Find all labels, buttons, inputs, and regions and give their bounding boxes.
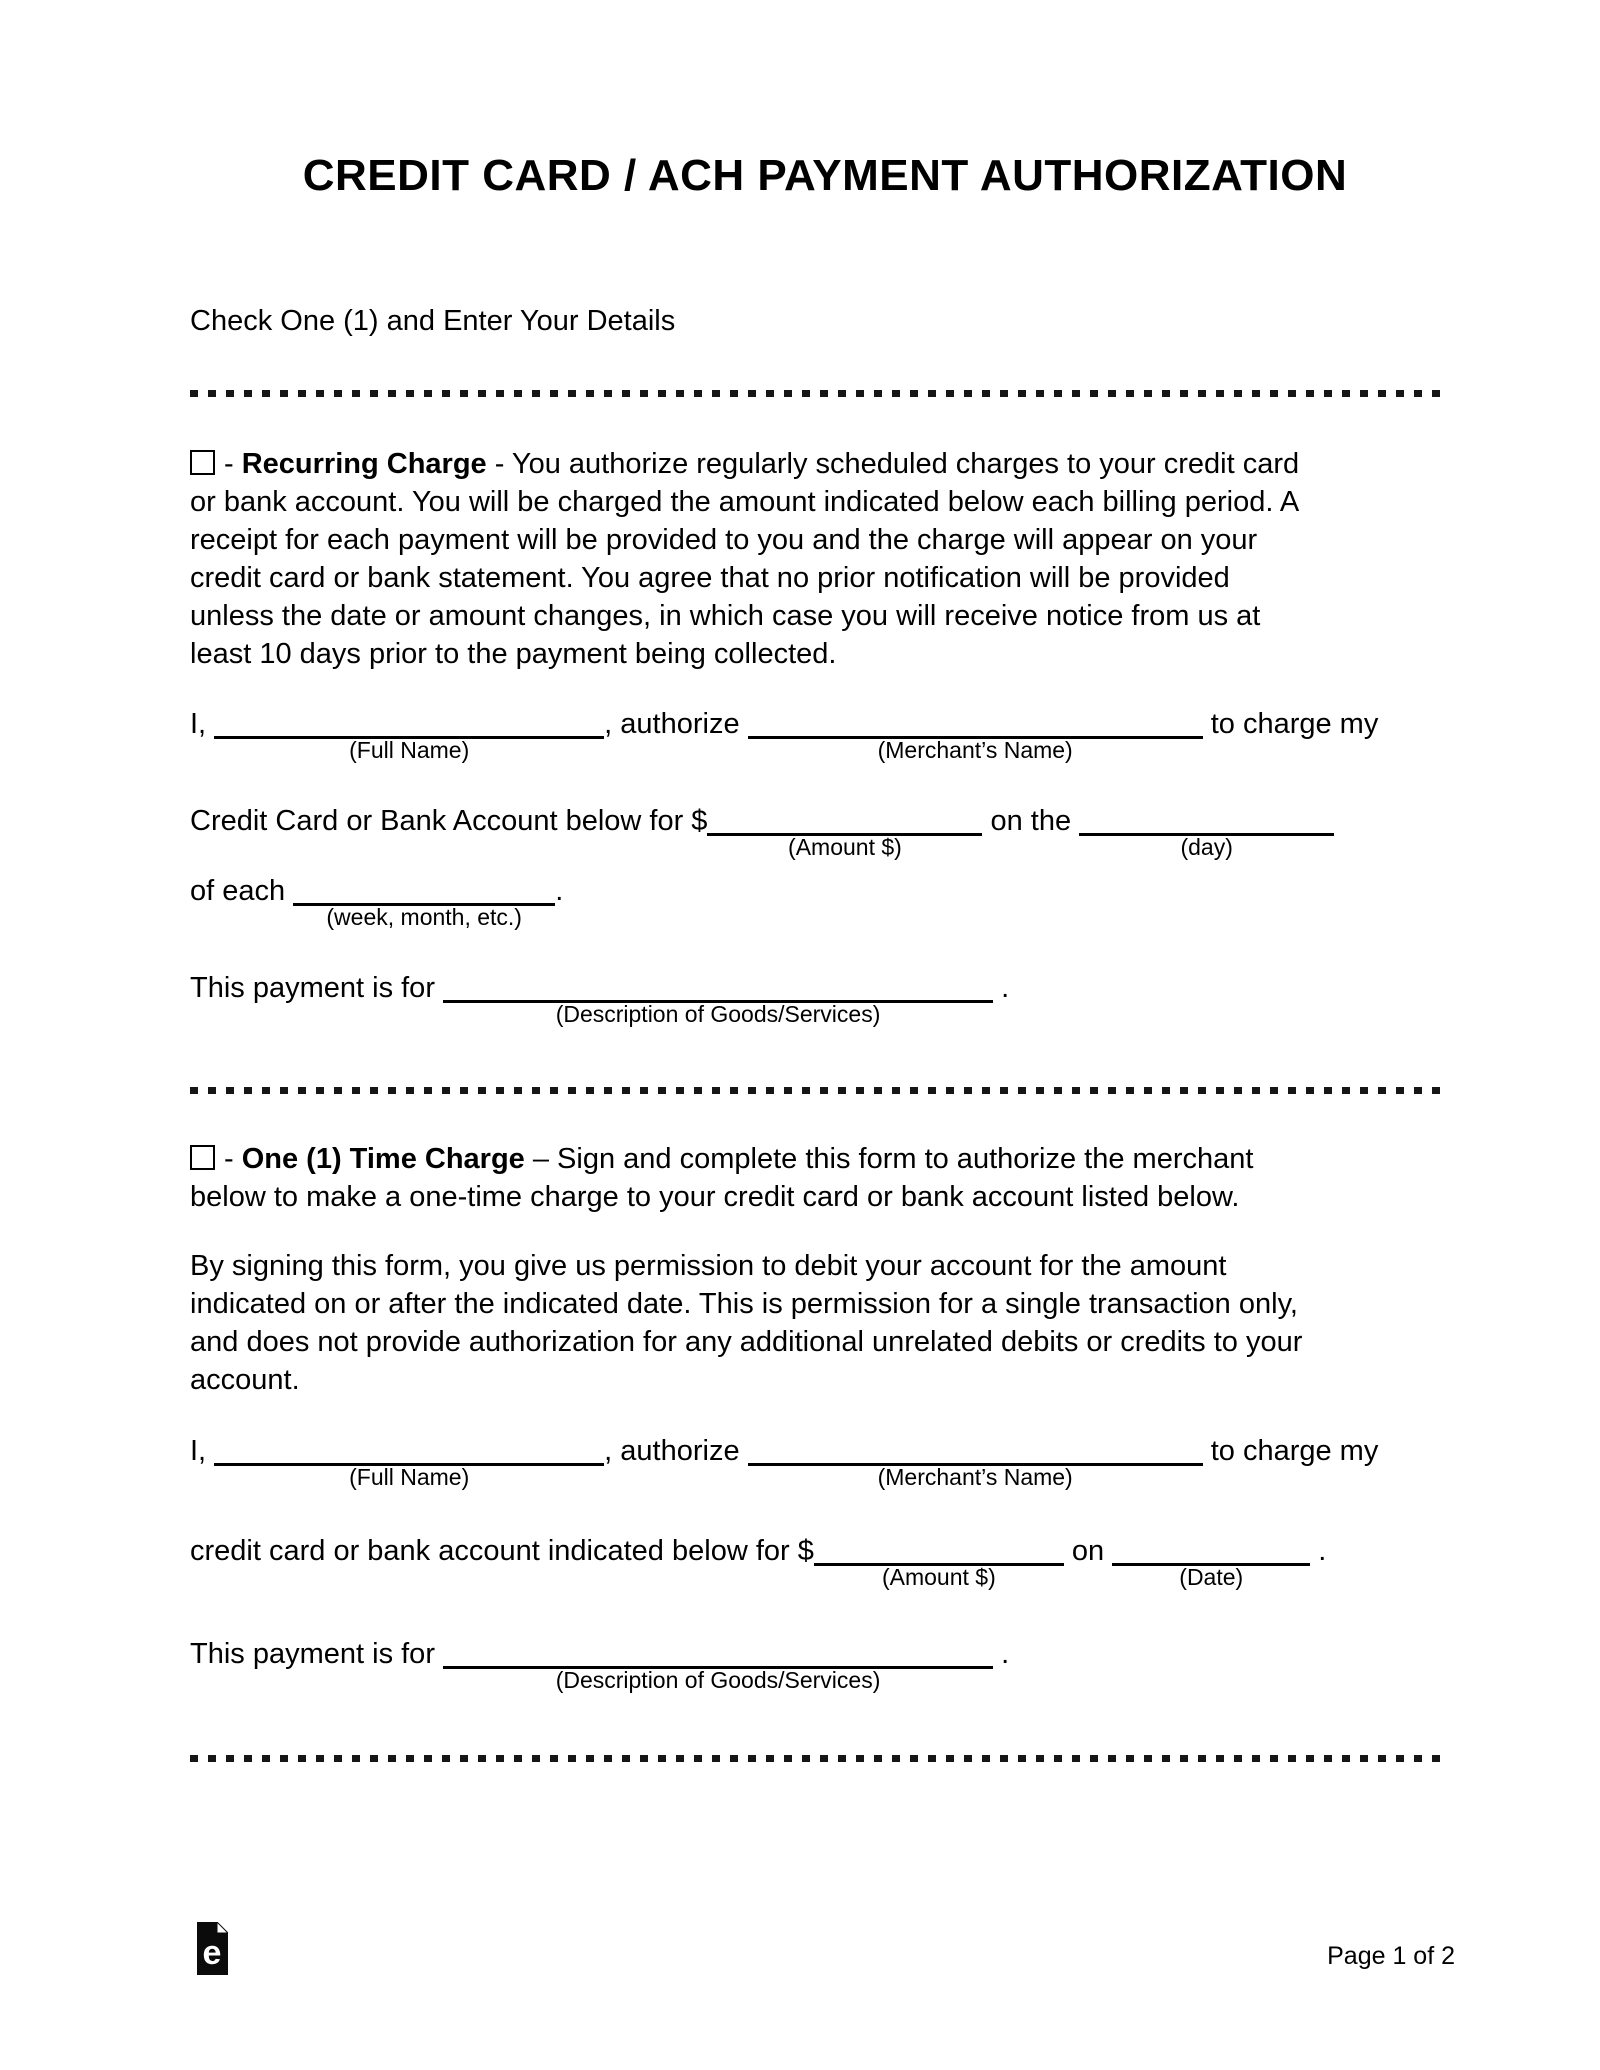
paragraph-line: credit card or bank statement. You agree that no prior notification will be provided (190, 562, 1230, 594)
paragraph-line (190, 1140, 1460, 1178)
text-segment: . (555, 875, 564, 907)
dash-text: - (224, 1143, 242, 1175)
one-time-date-field[interactable] (1112, 1533, 1310, 1590)
text-segment: on the (982, 805, 1080, 837)
document-content (190, 0, 1460, 1762)
recurring-amount-line (190, 802, 1460, 860)
text-segment: This payment is for (190, 1638, 444, 1670)
text-segment: , authorize (604, 1435, 748, 1467)
dashed-divider (190, 1755, 1443, 1762)
page-number-label: Page 1 of 2 (1327, 1942, 1455, 1970)
recurring-charge-checkbox-icon[interactable] (190, 450, 215, 475)
page-title: CREDIT CARD / ACH PAYMENT AUTHORIZATION (302, 151, 1348, 200)
recurring-merchant-name-field[interactable] (748, 706, 1203, 763)
paragraph-text: – Sign and complete this form to authorize the merchant (524, 1143, 1254, 1175)
one-time-full-name-field[interactable] (214, 1433, 604, 1490)
one-time-charge-checkbox-icon[interactable] (190, 1145, 215, 1170)
paragraph-line: account. (190, 1364, 300, 1396)
one-time-description-field[interactable] (443, 1636, 993, 1693)
logo-folded-corner (217, 1922, 228, 1933)
recurring-charge-heading: Recurring Charge (241, 448, 487, 480)
merchant-name-caption: (Merchant’s Name) (877, 737, 1073, 763)
one-time-amount-line (190, 1532, 1460, 1590)
recurring-payment-description-line (190, 969, 1460, 1027)
recurring-day-field[interactable] (1079, 803, 1334, 860)
text-segment: credit card or bank account indicated below for $ (190, 1535, 814, 1567)
paragraph-line: unless the date or amount changes, in which case you will receive notice from us at (190, 600, 1261, 632)
text-segment: of each (190, 875, 294, 907)
recurring-frequency-field[interactable] (293, 873, 555, 930)
text-segment: . (1310, 1535, 1327, 1567)
amount-caption: (Amount $) (881, 1564, 996, 1590)
paragraph-line: least 10 days prior to the payment being collected. (190, 638, 837, 670)
eforms-document-logo-icon (197, 1922, 228, 1975)
one-time-payment-description-line (190, 1635, 1460, 1693)
recurring-amount-field[interactable] (707, 803, 982, 860)
one-time-amount-field[interactable] (814, 1533, 1064, 1590)
description-caption: (Description of Goods/Services) (555, 1001, 881, 1027)
text-segment: . (993, 1638, 1010, 1670)
paragraph-text: - You authorize regularly scheduled charges to your credit card (486, 448, 1300, 480)
paragraph-line (190, 445, 1460, 483)
dashed-divider (190, 390, 1443, 397)
recurring-charge-section (190, 445, 1460, 673)
text-segment: on (1063, 1535, 1113, 1567)
text-segment: I, (190, 708, 215, 740)
paragraph-line: or bank account. You will be charged the amount indicated below each billing period. A (190, 486, 1300, 518)
recurring-description-field[interactable] (443, 970, 993, 1027)
day-caption: (day) (1180, 834, 1233, 860)
full-name-caption: (Full Name) (349, 1464, 470, 1490)
paragraph-line: below to make a one-time charge to your credit card or bank account listed below. (190, 1181, 1240, 1213)
text-segment: , authorize (604, 708, 748, 740)
date-caption: (Date) (1179, 1564, 1244, 1590)
recurring-full-name-field[interactable] (214, 706, 604, 763)
recurring-authorize-line (190, 705, 1460, 763)
paragraph-line: By signing this form, you give us permission to debit your account for the amount (190, 1250, 1227, 1282)
text-segment: . (993, 972, 1010, 1004)
recurring-frequency-line (190, 872, 1460, 930)
one-time-merchant-name-field[interactable] (748, 1433, 1203, 1490)
one-time-terms-paragraph (190, 1247, 1460, 1399)
one-time-charge-section (190, 1140, 1460, 1216)
amount-caption: (Amount $) (788, 834, 902, 860)
full-name-caption: (Full Name) (349, 737, 470, 763)
text-segment: to charge my (1202, 708, 1379, 740)
paragraph-line: indicated on or after the indicated date. This is permission for a single transaction only, (190, 1288, 1298, 1320)
one-time-authorize-line (190, 1432, 1460, 1490)
dashed-divider (190, 1087, 1443, 1094)
one-time-charge-heading: One (1) Time Charge (241, 1143, 525, 1175)
description-caption: (Description of Goods/Services) (555, 1667, 881, 1693)
dash-text: - (224, 448, 242, 480)
text-segment: I, (190, 1435, 215, 1467)
text-segment: This payment is for (190, 972, 444, 1004)
paragraph-line: and does not provide authorization for any additional unrelated debits or credits to your (190, 1326, 1303, 1358)
text-segment: Credit Card or Bank Account below for $ (190, 805, 708, 837)
logo-letter: e (202, 1934, 222, 1972)
paragraph-line: receipt for each payment will be provided to you and the charge will appear on your (190, 524, 1258, 556)
merchant-name-caption: (Merchant’s Name) (877, 1464, 1073, 1490)
instruction-text: Check One (1) and Enter Your Details (190, 305, 676, 337)
text-segment: to charge my (1202, 1435, 1379, 1467)
frequency-caption: (week, month, etc.) (326, 904, 522, 930)
